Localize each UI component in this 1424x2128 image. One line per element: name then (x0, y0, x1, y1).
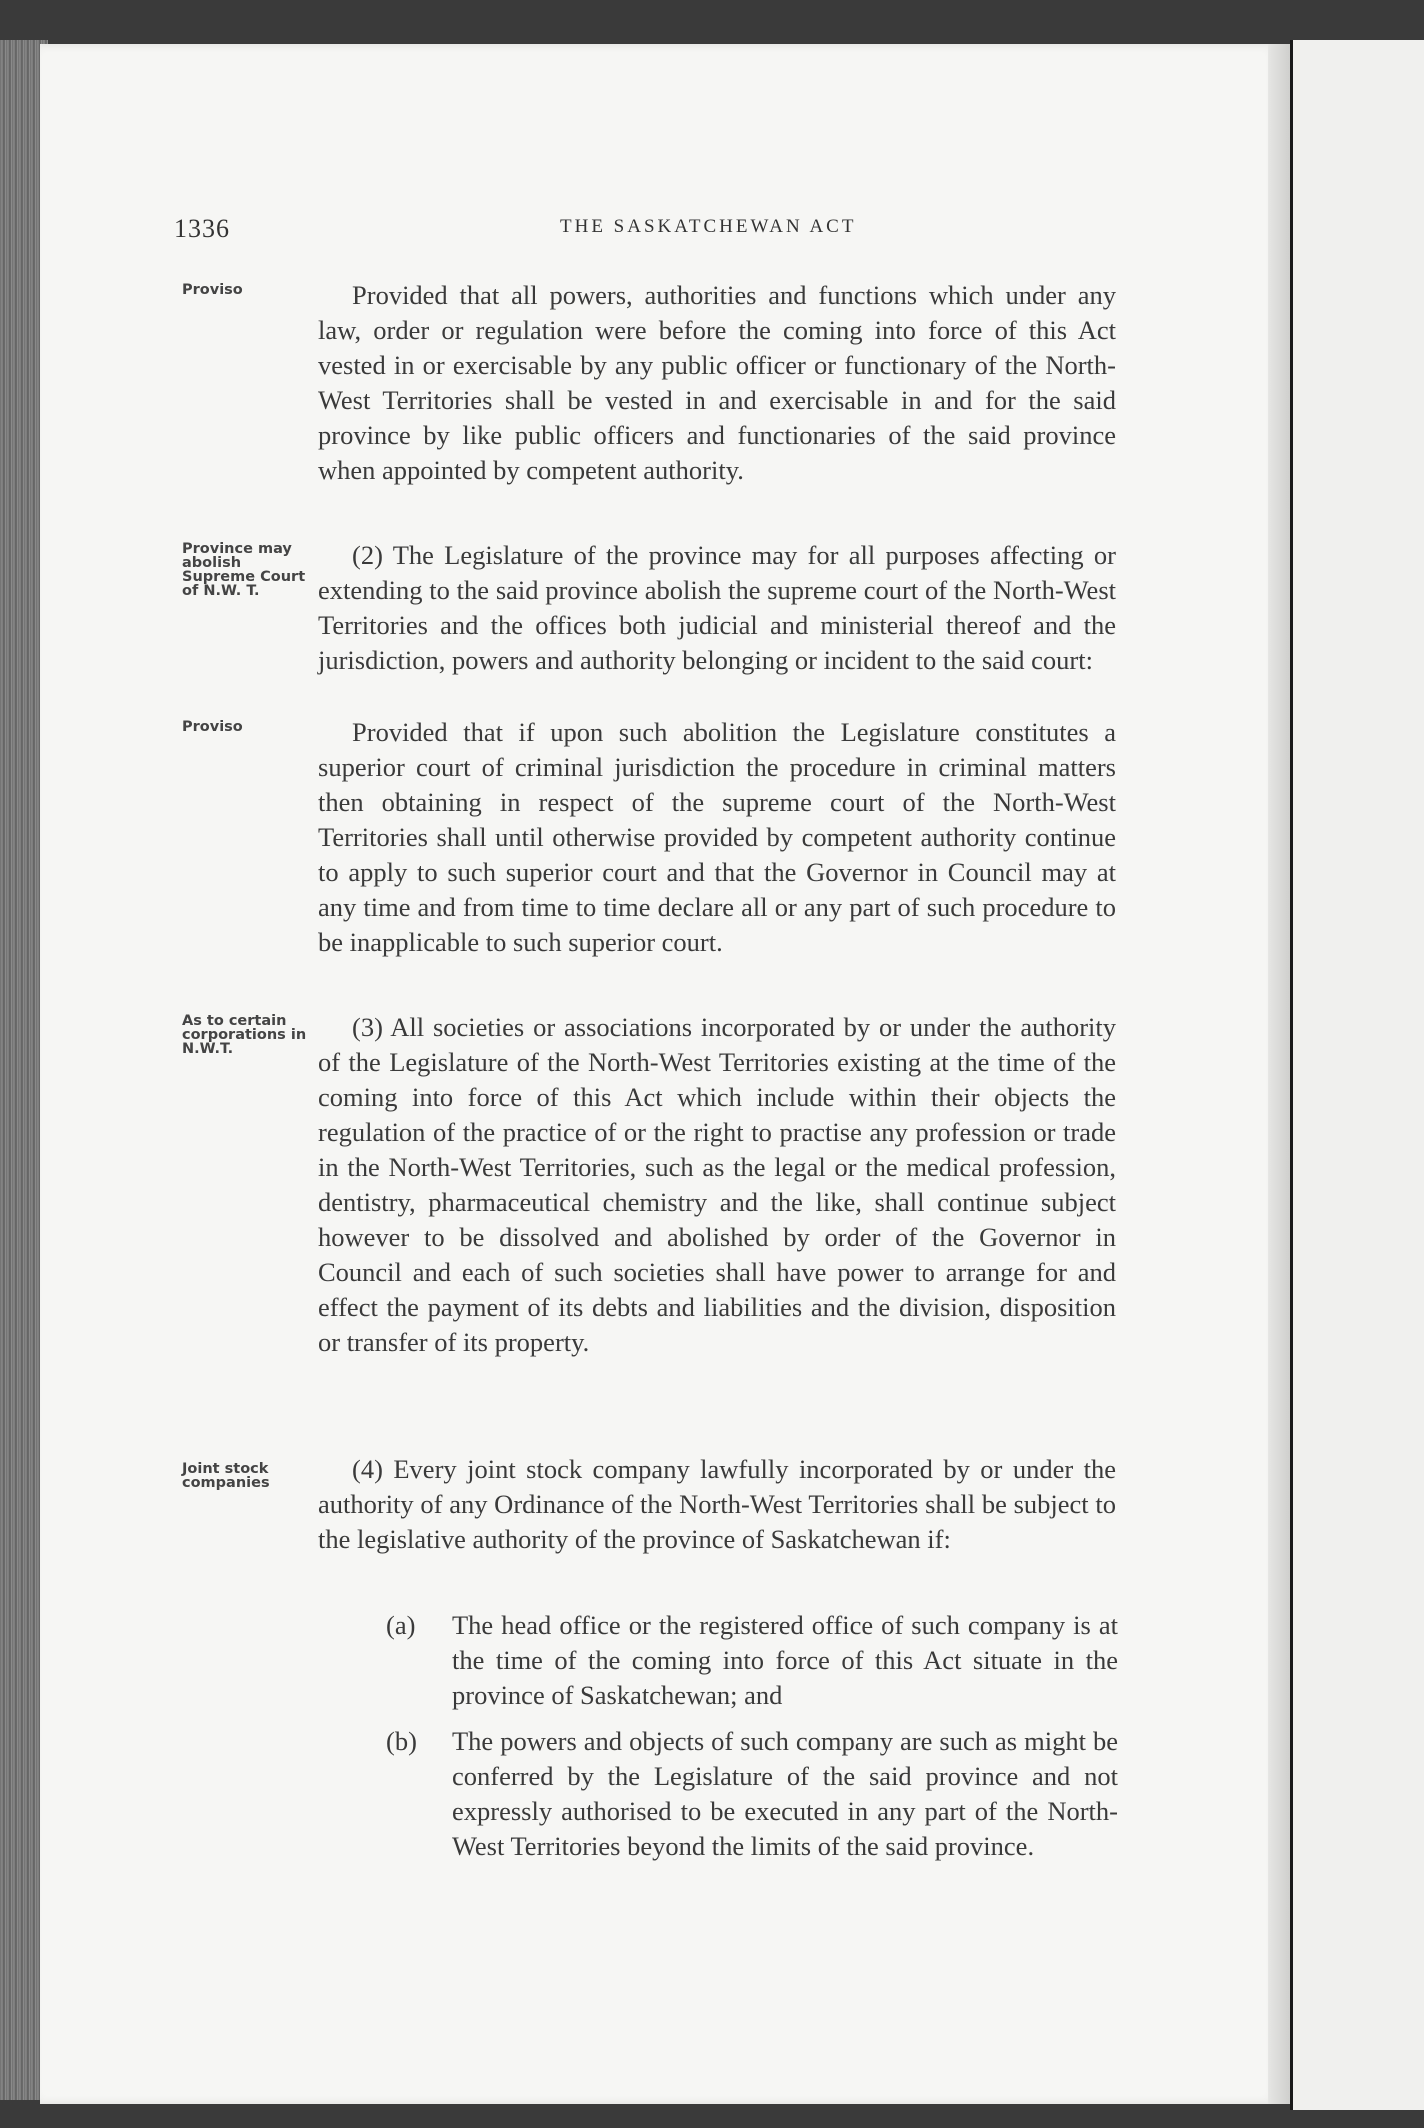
clause-b (386, 1724, 1118, 1864)
margin-note-corporations: As to certain corporations in N.W.T. (182, 1013, 307, 1057)
adjacent-page-edge (1290, 40, 1424, 2110)
clause-text: The powers and objects of such company are such as might be conferred by the Legislature of the said province and not expressly authorised to be executed in any part of the North-West Territories beyond the limits of the said province. (452, 1726, 1118, 1861)
page-gutter-shadow (1268, 44, 1290, 2104)
paragraph-subsection-2 (318, 538, 1116, 678)
paragraph-proviso-procedure (318, 715, 1116, 960)
paragraph-text: Provided that all powers, authorities and functions which under any law, order or regulation were before the coming into force of this Act vested in or exercisable by any public officer or functionary of the North-West Territories shall be vested in and exercisable in and for the said province by like public officers and functionaries of the said province when appointed by competent authority. (318, 280, 1116, 485)
clause-label: (a) (386, 1610, 416, 1640)
clause-a (386, 1608, 1118, 1713)
margin-note-joint-stock: Joint stock companies (182, 1461, 270, 1491)
clause-text: The head office or the registered office of such company is at the time of the coming into force of this Act situate in the province of Saskatchewan; and (452, 1610, 1118, 1710)
margin-note-abolish-court: Province may abolish Supreme Court of N.W. T. (182, 541, 306, 599)
paragraph-text: (3) All societies or associations incorporated by or under the authority of the Legislature of the North-West Territories existing at the time of the coming into force of this Act which include within their objects the regulation of the practice of or the right to practise any profession or trade in the North-West Territories, such as the legal or the medical profession, dentistry, pharmaceutical chemistry and the like, shall continue subject however to be dissolved and abolished by order of the Governor in Council and each of such societies shall have power to arrange for and effect the payment of its debts and liabilities and the division, disposition or transfer of its property. (318, 1012, 1116, 1357)
margin-note-proviso-2: Proviso (182, 719, 243, 735)
paragraph-text: (4) Every joint stock company lawfully incorporated by or under the authority of any Ordinance of the North-West Territories shall be subject to the legislative authority of the province of Saskatchewan if: (318, 1454, 1116, 1554)
paragraph-subsection-4 (318, 1452, 1116, 1557)
running-title: THE SASKATCHEWAN ACT (560, 216, 857, 237)
paragraph-subsection-3 (318, 1010, 1116, 1360)
paragraph-proviso-powers (318, 278, 1116, 488)
clause-label: (b) (386, 1726, 417, 1756)
paragraph-text: Provided that if upon such abolition the Legislature constitutes a superior court of criminal jurisdiction the procedure in criminal matters then obtaining in respect of the supreme court of the North-West Territories shall until otherwise provided by competent authority continue to apply to such superior court and that the Governor in Council may at any time and from time to time declare all or any part of such procedure to be inapplicable to such superior court. (318, 717, 1116, 957)
page-number: 1336 (174, 214, 230, 243)
margin-note-proviso-1: Proviso (182, 282, 243, 298)
paragraph-text: (2) The Legislature of the province may for all purposes affecting or extending to the said province abolish the supreme court of the North-West Territories and the offices both judicial and ministerial thereof and the jurisdiction, powers and authority belonging or incident to the said court: (318, 540, 1116, 675)
